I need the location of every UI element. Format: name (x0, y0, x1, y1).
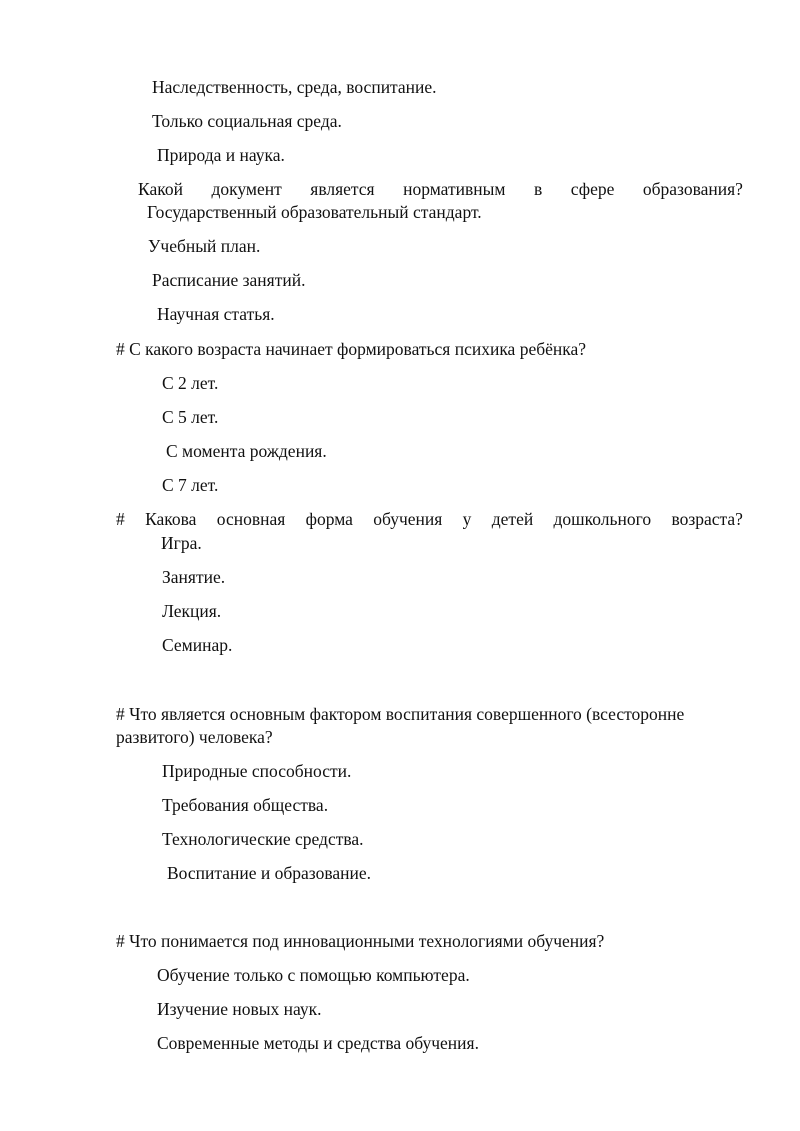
question-text: # Что понимается под инновационными технологиями обучения? (116, 931, 605, 951)
answer-option: С 7 лет. (162, 475, 219, 495)
question-word: дошкольного (553, 509, 652, 529)
answer-option: Изучение новых наук. (157, 999, 322, 1019)
answer-option: Воспитание и образование. (167, 863, 372, 883)
answer-option: С 2 лет. (162, 373, 219, 393)
answer-option: Занятие. (162, 567, 226, 587)
answer-option: Расписание занятий. (152, 270, 306, 290)
answer-option: Наследственность, среда, воспитание. (152, 77, 437, 97)
answer-option: Природные способности. (162, 761, 352, 781)
question-text: # С какого возраста начинает формироваться психика ребёнка? (116, 339, 587, 359)
answer-option: Семинар. (162, 635, 233, 655)
question-word: нормативным (403, 179, 506, 199)
answer-option: Игра. (161, 533, 202, 553)
answer-option: Только социальная среда. (152, 111, 342, 131)
answer-option: Лекция. (162, 601, 222, 621)
question-word: # (116, 509, 125, 529)
answer-option: С 5 лет. (162, 407, 219, 427)
question-word: в (533, 179, 543, 199)
question-word: обучения (373, 509, 443, 529)
question-text (138, 178, 743, 200)
question-word: является (310, 179, 375, 199)
answer-option: С момента рождения. (166, 441, 327, 461)
answer-option: Природа и наука. (157, 145, 285, 165)
question-word: детей (491, 509, 534, 529)
question-text (116, 508, 743, 530)
answer-option: Научная статья. (157, 304, 275, 324)
question-word: сфере (570, 179, 615, 199)
answer-option: Требования общества. (162, 795, 329, 815)
question-text: # Что является основным фактором воспитания совершенного (всесторонне развитого) человека? (116, 704, 685, 747)
question-word: Какой (138, 179, 183, 199)
answer-option: Обучение только с помощью компьютера. (157, 965, 470, 985)
answer-option: Современные методы и средства обучения. (157, 1033, 479, 1053)
question-word: Какова (145, 509, 197, 529)
answer-option: Технологические средства. (162, 829, 364, 849)
answer-option: Учебный план. (148, 236, 261, 256)
answer-option: Государственный образовательный стандарт. (147, 202, 482, 222)
question-word: основная (216, 509, 286, 529)
question-word: у (462, 509, 472, 529)
question-word: возраста? (671, 509, 743, 529)
question-word: документ (211, 179, 282, 199)
question-word: образования? (642, 179, 743, 199)
question-word: форма (305, 509, 353, 529)
